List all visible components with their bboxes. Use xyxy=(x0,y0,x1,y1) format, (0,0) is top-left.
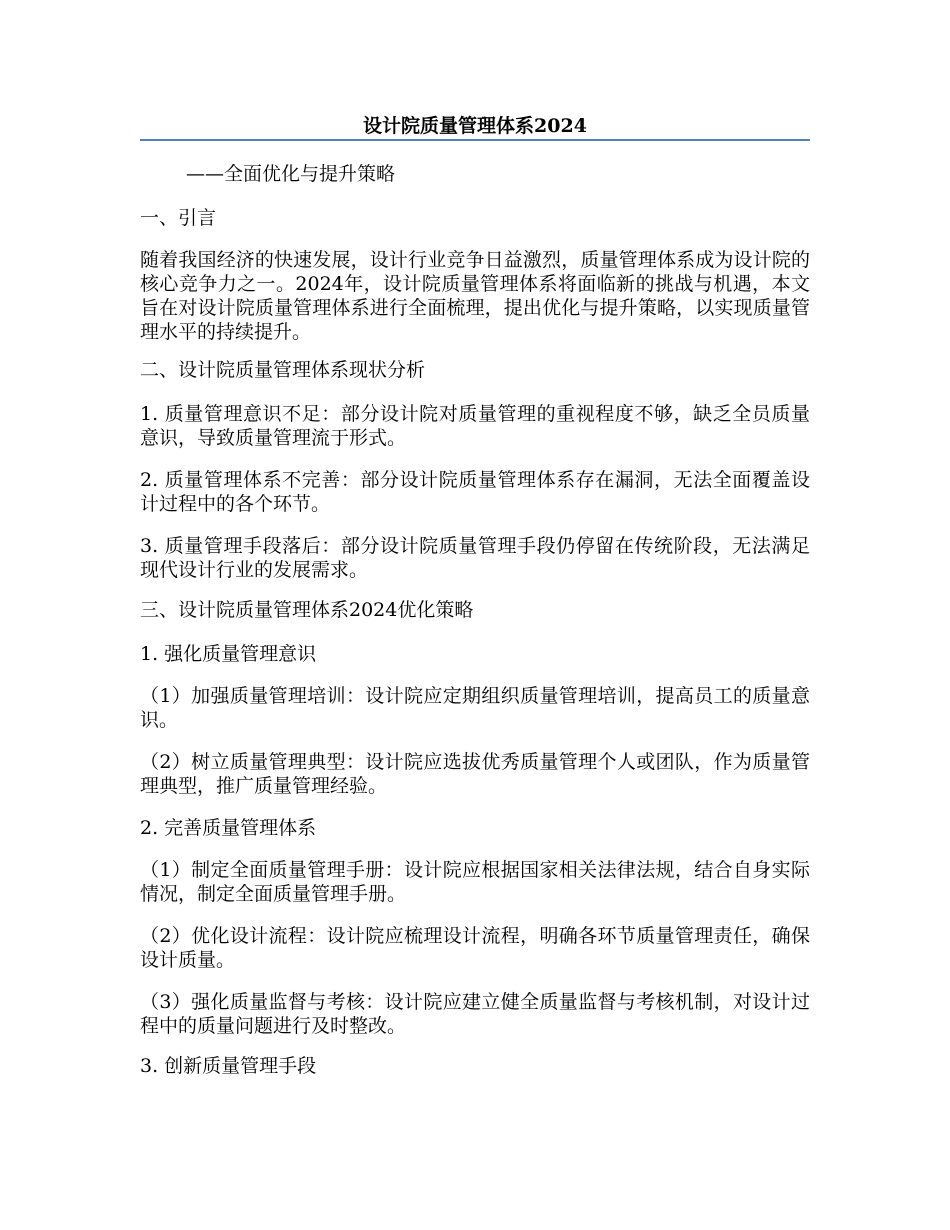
document-subtitle: ——全面优化与提升策略 xyxy=(186,163,396,185)
paragraph-awareness-2: （2）树立质量管理典型：设计院应选拔优秀质量管理个人或团队，作为质量管理典型，推广质量管理经验。 xyxy=(140,751,810,797)
heading-status-analysis: 二、设计院质量管理体系现状分析 xyxy=(140,359,426,381)
subheading-innovation: 3. 创新质量管理手段 xyxy=(140,1055,317,1077)
paragraph-system-2: （2）优化设计流程：设计院应梳理设计流程，明确各环节质量管理责任，确保设计质量。 xyxy=(140,925,810,971)
paragraph-status-3: 3. 质量管理手段落后：部分设计院质量管理手段仍停留在传统阶段，无法满足现代设计行业的发展需求。 xyxy=(140,535,810,581)
subheading-system: 2. 完善质量管理体系 xyxy=(140,817,317,839)
paragraph-status-1: 1. 质量管理意识不足：部分设计院对质量管理的重视程度不够，缺乏全员质量意识，导致质量管理流于形式。 xyxy=(140,403,810,449)
title-underline xyxy=(140,139,810,141)
document-title: 设计院质量管理体系2024 xyxy=(363,115,587,137)
heading-introduction: 一、引言 xyxy=(140,207,217,229)
subheading-awareness: 1. 强化质量管理意识 xyxy=(140,643,317,665)
paragraph-status-2: 2. 质量管理体系不完善：部分设计院质量管理体系存在漏洞，无法全面覆盖设计过程中的各个环节。 xyxy=(140,469,810,515)
heading-optimization: 三、设计院质量管理体系2024优化策略 xyxy=(140,599,474,621)
paragraph-awareness-1: （1）加强质量管理培训：设计院应定期组织质量管理培训，提高员工的质量意识。 xyxy=(140,685,810,731)
paragraph-introduction: 随着我国经济的快速发展，设计行业竞争日益激烈，质量管理体系成为设计院的核心竞争力之一。2024年，设计院质量管理体系将面临新的挑战与机遇，本文旨在对设计院质量管理体系进行全面梳理，提出优化与提升策略，以实现质量管理水平的持续提升。 xyxy=(140,249,810,343)
paragraph-system-1: （1）制定全面质量管理手册：设计院应根据国家相关法律法规，结合自身实际情况，制定全面质量管理手册。 xyxy=(140,859,810,905)
paragraph-system-3: （3）强化质量监督与考核：设计院应建立健全质量监督与考核机制，对设计过程中的质量问题进行及时整改。 xyxy=(140,991,810,1037)
